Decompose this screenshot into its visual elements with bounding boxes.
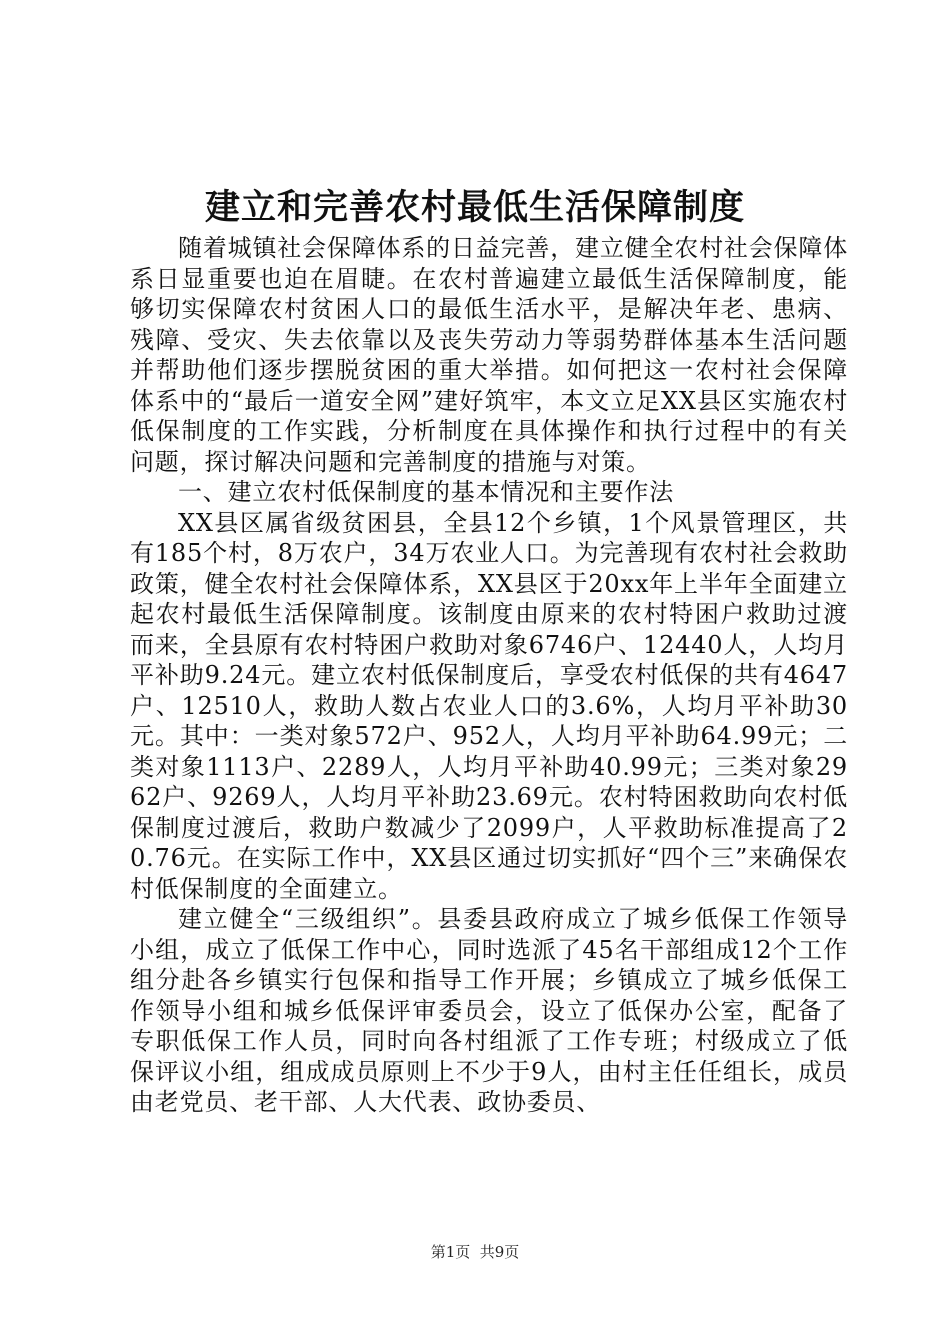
section-heading: 一、建立农村低保制度的基本情况和主要作法 xyxy=(178,478,674,506)
basic-situation-paragraph: XX县区属省级贫困县，全县12个乡镇，1个风景管理区，共有185个村，8万农户，34万农业人口。为完善现有农村社会救助政策，健全农村社会保障体系，XX县区于20xx年上半年全面建立起农村最低生活保障制度。该制度由原来的农村特困户救助过渡而来，全县原有农村特困户救助对象6746户、12440人，人均月平补助9.24元。建立农村低保制度后，享受农村低保的共有4647户、12510人，救助人数占农业人口的3.6%，人均月平补助30元。其中：一类对象572户、952人，人均月平补助64.99元；二类对象1113户、2289人，人均月平补助40.99元；三类对象2962户、9269人，人均月平补助23.69元。农村特困救助向农村低保制度过渡后，救助户数减少了2099户，人平救助标准提高了20.76元。在实际工作中，XX县区通过切实抓好“四个三”来确保农村低保制度的全面建立。 xyxy=(130,508,848,903)
document-title: 建立和完善农村最低生活保障制度 xyxy=(204,187,745,228)
three-level-organization-paragraph: 建立健全“三级组织”。县委县政府成立了城乡低保工作领导小组，成立了低保工作中心，同时选派了45名干部组成12个工作组分赴各乡镇实行包保和指导工作开展；乡镇成立了城乡低保工作领导小组和城乡低保评审委员会，设立了低保办公室，配备了专职低保工作人员，同时向各村组派了工作专班；村级成立了低保评议小组，组成成员原则上不少于9人，由村主任任组长，成员由老党员、老干部、人大代表、政协委员、 xyxy=(130,905,848,1116)
intro-paragraph: 随着城镇社会保障体系的日益完善，建立健全农村社会保障体系日显重要也迫在眉睫。在农村普遍建立最低生活保障制度，能够切实保障农村贫困人口的最低生活水平，是解决年老、患病、残障、受灾、失去依靠以及丧失劳动力等弱势群体基本生活问题并帮助他们逐步摆脱贫困的重大举措。如何把这一农村社会保障体系中的“最后一道安全网”建好筑牢，本文立足XX县区实施农村低保制度的工作实践，分析制度在具体操作和执行过程中的有关问题，探讨解决问题和完善制度的措施与对策。 xyxy=(130,234,848,476)
document-body xyxy=(130,233,848,1118)
page-number-footer: 第1页 共9页 xyxy=(430,1243,520,1261)
